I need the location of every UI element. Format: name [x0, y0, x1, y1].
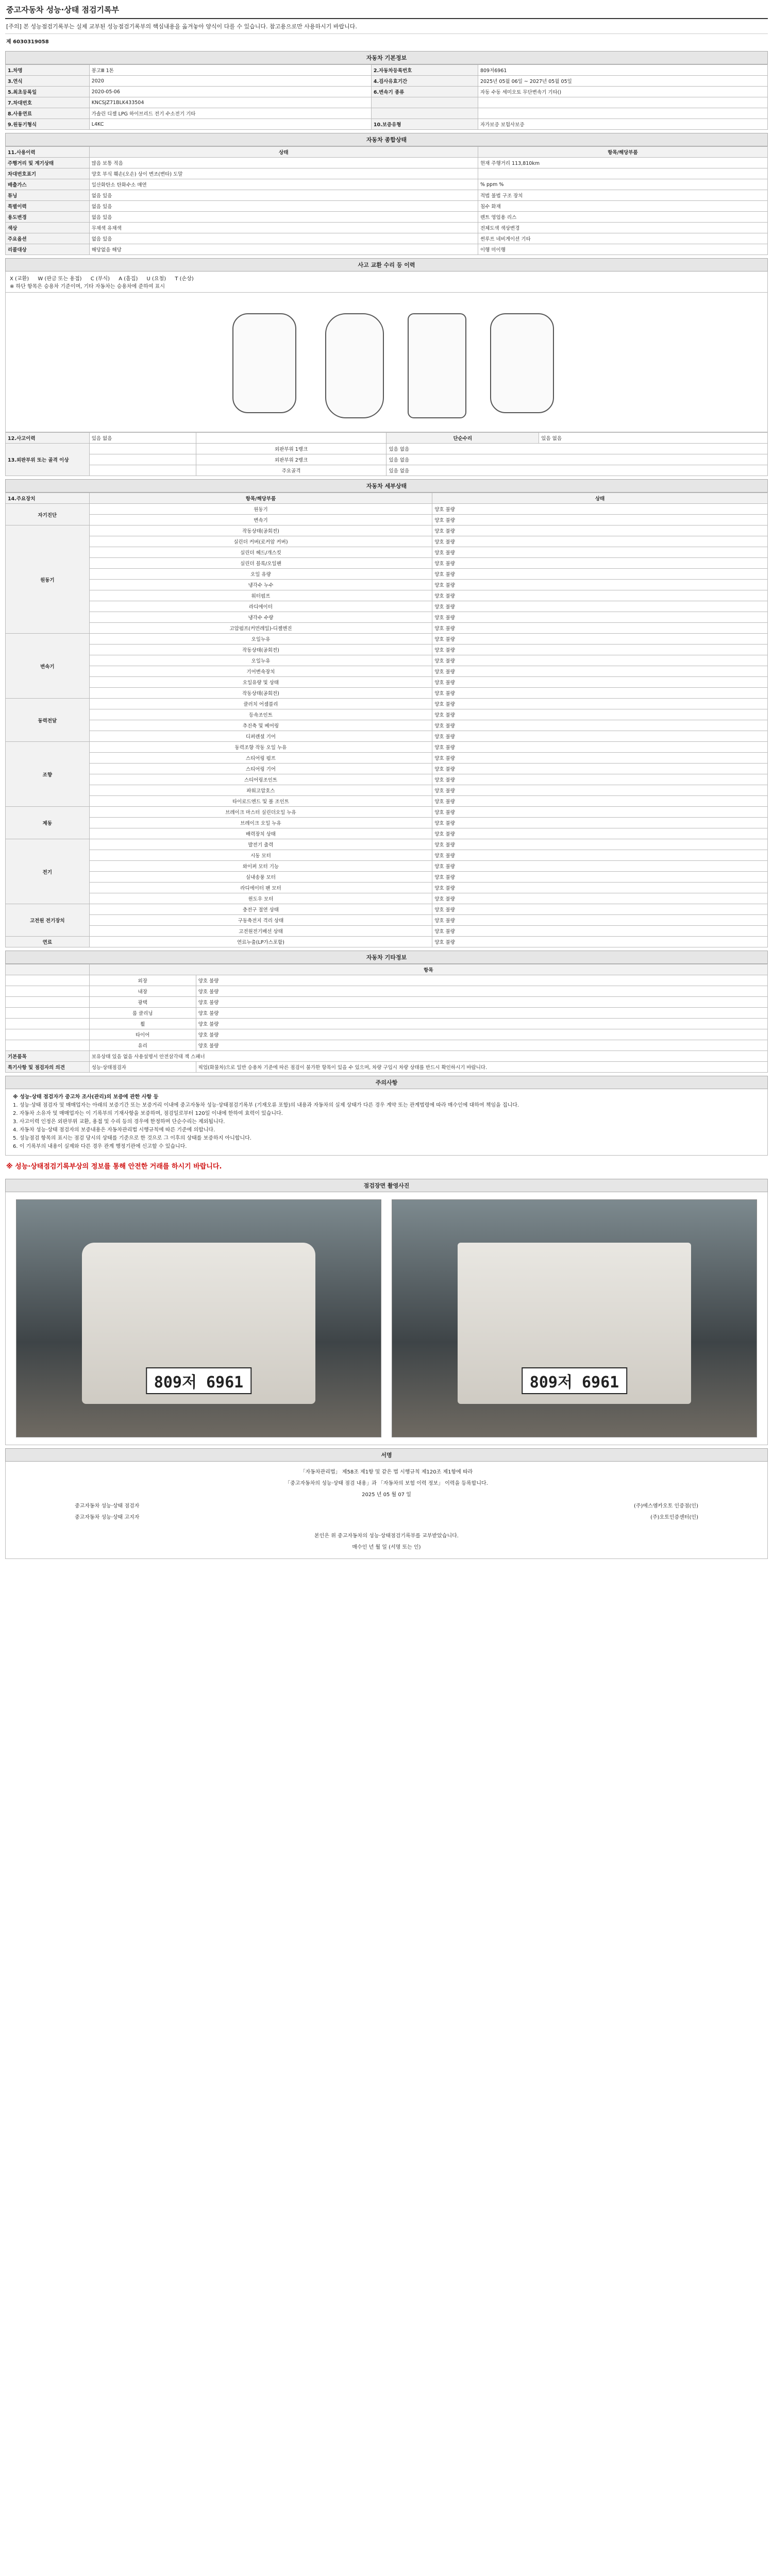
- legend-damage: T (손상): [175, 276, 194, 282]
- detail-row: [6, 590, 768, 601]
- basic-value: 2020-05-06: [89, 87, 371, 97]
- accident-table: [5, 432, 768, 476]
- general-state-table: [5, 146, 768, 255]
- detail-row: [6, 504, 768, 515]
- detail-item: 고전원전기배선 상태: [89, 926, 432, 937]
- basic-label-2: 10.보증유형: [371, 119, 478, 130]
- detail-row: [6, 807, 768, 818]
- detail-state: 양호 불량: [432, 699, 768, 709]
- legend-scratch: A (흠집): [119, 276, 138, 282]
- other-row: [6, 986, 768, 997]
- detail-item: 타이로드엔드 및 볼 조인트: [89, 796, 432, 807]
- detail-state: 양호 불량: [432, 655, 768, 666]
- detail-item: 브레이크 마스터 실린더오일 누유: [89, 807, 432, 818]
- detail-state: 양호 불량: [432, 764, 768, 774]
- section-other-info: 자동차 기타정보: [5, 951, 768, 964]
- legend-dent: U (요철): [146, 276, 166, 282]
- detail-state: 양호 불량: [432, 850, 768, 861]
- detail-item: 윈도우 모터: [89, 893, 432, 904]
- detail-item: 클러치 어셈블리: [89, 699, 432, 709]
- basic-value: KNCSJZ71BLK433504: [89, 97, 371, 108]
- basic-value-2: 자동 수동 세미오토 무단변속기 기타(): [478, 87, 767, 97]
- detail-state: 양호 불량: [432, 861, 768, 872]
- detail-state: 양호 불량: [432, 828, 768, 839]
- general-col-state: 상태: [89, 147, 478, 158]
- general-items: 침수 화재: [478, 201, 767, 212]
- other-row: [6, 1008, 768, 1019]
- rank-row-1-label: 외판부위 1랭크: [196, 444, 386, 454]
- detail-item: 스티어링 기어: [89, 764, 432, 774]
- detail-item: 워터펌프: [89, 590, 432, 601]
- detail-col-device: 14.주요장치: [6, 493, 90, 504]
- detail-item: 스티어링조인트: [89, 774, 432, 785]
- basic-row: [6, 65, 768, 76]
- detail-state: 양호 불량: [432, 634, 768, 645]
- general-state: 일산화탄소 탄화수소 매연: [89, 179, 478, 190]
- detail-group-label: 전기: [6, 839, 90, 904]
- detail-row: [6, 720, 768, 731]
- general-label: 특별이력: [6, 201, 90, 212]
- general-label: 튜닝: [6, 190, 90, 201]
- general-row: [6, 212, 768, 223]
- detail-item: 디퍼렌셜 기어: [89, 731, 432, 742]
- other-item: 유리: [89, 1040, 196, 1051]
- notice-text: [주의] 본 성능점검기록부는 실제 교부된 성능점검기록부의 핵심내용을 옮겨놓아 양식이 다를 수 있습니다. 참고용으로만 사용하시기 바랍니다.: [5, 19, 768, 34]
- simple-repair-value: 있음 없음: [539, 433, 768, 444]
- detail-state: 양호 불량: [432, 558, 768, 569]
- other-state: 양호 불량: [196, 986, 767, 997]
- detail-state: 양호 불량: [432, 937, 768, 947]
- detail-state: 양호 불량: [432, 515, 768, 526]
- opinion-role: 성능·상태점검자: [89, 1062, 196, 1073]
- detail-row: [6, 515, 768, 526]
- rank-row-2-label: 외판부위 2랭크: [196, 454, 386, 465]
- detail-state: 양호 불량: [432, 753, 768, 764]
- front-photo: [16, 1199, 381, 1437]
- rank-row-3-label: 주요골격: [196, 465, 386, 476]
- detail-item: 배력장치 상태: [89, 828, 432, 839]
- general-row: [6, 179, 768, 190]
- detail-row: [6, 612, 768, 623]
- other-row: [6, 975, 768, 986]
- photo-strip: [5, 1192, 768, 1445]
- other-item: 휠: [89, 1019, 196, 1029]
- note-line: 4. 자동차 성능·상태 점검자의 보증내용은 자동차관리법 시행규칙에 따른 기준에 의합니다.: [13, 1127, 215, 1133]
- detail-group-label: 제동: [6, 807, 90, 839]
- detail-item: 오일누유: [89, 655, 432, 666]
- detail-item: 실린더 블록/오일팬: [89, 558, 432, 569]
- other-state: 양호 불량: [196, 997, 767, 1008]
- legend-weld: W (판금 또는 용접): [38, 276, 82, 282]
- section-general-state: 자동차 종합상태: [5, 133, 768, 146]
- detail-row: [6, 796, 768, 807]
- detail-row: [6, 764, 768, 774]
- basic-info-table: [5, 64, 768, 130]
- detail-row: [6, 915, 768, 926]
- note-line: 2. 자동차 소유자 및 매매업자는 이 기록부의 기재사항을 보증하며, 점검일로부터 120일 이내에 한하여 효력이 있습니다.: [13, 1111, 283, 1116]
- basic-value-2: 809저6961: [478, 65, 767, 76]
- notes-list: [13, 1101, 760, 1151]
- other-state: 양호 불량: [196, 1029, 767, 1040]
- other-state: 양호 불량: [196, 975, 767, 986]
- sign-line-1: 「자동차관리법」 제58조 제1항 및 같은 법 시행규칙 제120조 제1항에 따라: [300, 1469, 473, 1475]
- other-state: 양호 불량: [196, 1019, 767, 1029]
- detail-row: [6, 785, 768, 796]
- detail-col-state: 상태: [432, 493, 768, 504]
- section-damage-history: 사고 교환 수리 등 이력: [5, 258, 768, 272]
- detail-state: 양호 불량: [432, 666, 768, 677]
- other-item: 룸 클리닝: [89, 1008, 196, 1019]
- detail-group-label: 동력전달: [6, 699, 90, 742]
- note-line: 3. 사고이력 인정은 외판부위 교환, 용접 및 수리 등의 경우에 한정하며 단순수리는 제외됩니다.: [13, 1119, 225, 1125]
- detail-group-label: 조향: [6, 742, 90, 807]
- detail-row: [6, 818, 768, 828]
- detail-state: 양호 불량: [432, 742, 768, 753]
- detail-item: 발전기 출력: [89, 839, 432, 850]
- general-state: 없음 있음: [89, 212, 478, 223]
- basic-row: [6, 119, 768, 130]
- basic-label: 9.원동기형식: [6, 119, 90, 130]
- detail-state: 양호 불량: [432, 590, 768, 601]
- basic-value-2: [478, 97, 767, 108]
- general-state: 없음 있음: [89, 233, 478, 244]
- detail-item: 오일누유: [89, 634, 432, 645]
- rank-row-1-value: 있음 없음: [386, 444, 768, 454]
- other-item: 타이어: [89, 1029, 196, 1040]
- basic-row: [6, 87, 768, 97]
- sign-date: 2025 년 05 월 07 일: [362, 1492, 411, 1498]
- detail-state: 양호 불량: [432, 893, 768, 904]
- general-col-usage: 11.사용이력: [6, 147, 90, 158]
- seller-name: (주)오토인증센터(인): [650, 1515, 698, 1520]
- section-notes: 주의사항: [5, 1076, 768, 1089]
- detail-state: 양호 불량: [432, 926, 768, 937]
- document-number: 제 6030319058: [6, 39, 49, 45]
- front-plate: 809저 6961: [146, 1367, 251, 1394]
- detail-row: [6, 904, 768, 915]
- detail-row: [6, 601, 768, 612]
- detail-item: 라디에이터 팬 모터: [89, 883, 432, 893]
- basic-label: 5.최초등록일: [6, 87, 90, 97]
- detail-row: [6, 742, 768, 753]
- seller-label: 중고자동차 성능·상태 고지자: [75, 1515, 140, 1520]
- detail-state: 양호 불량: [432, 796, 768, 807]
- general-label: 색상: [6, 223, 90, 233]
- other-row: [6, 1040, 768, 1051]
- general-label: 차대번호표기: [6, 168, 90, 179]
- general-label: 배출가스: [6, 179, 90, 190]
- sign-line-2: 「중고자동차의 성능·상태 점검 내용」과 「자동차의 보험 이력 정보」 이력을 등록합니다.: [285, 1481, 488, 1486]
- detail-row: [6, 883, 768, 893]
- general-state: 무채색 유채색: [89, 223, 478, 233]
- car-top-outline: [325, 313, 384, 418]
- detail-item: 기어변속장치: [89, 666, 432, 677]
- section-basic-info: 자동차 기본정보: [5, 51, 768, 64]
- detail-state: 양호 불량: [432, 709, 768, 720]
- section-signature: 서명: [5, 1448, 768, 1462]
- signature-box: [5, 1462, 768, 1559]
- detail-row: [6, 558, 768, 569]
- general-row: [6, 233, 768, 244]
- basic-label-2: [371, 108, 478, 119]
- detail-state: 양호 불량: [432, 677, 768, 688]
- basic-row: [6, 76, 768, 87]
- detail-item: 변속기: [89, 515, 432, 526]
- detail-item: 냉각수 수량: [89, 612, 432, 623]
- general-row: [6, 201, 768, 212]
- basic-value-2: 자가보증 보험사보증: [478, 119, 767, 130]
- warning-text: ※ 성능·상태점검기록부상의 정보를 통해 안전한 거래를 하시기 바랍니다.: [6, 1163, 222, 1171]
- detail-row: [6, 731, 768, 742]
- detail-row: [6, 839, 768, 850]
- general-state: 해당없음 해당: [89, 244, 478, 255]
- basic-value-2: 2025년 05월 06일 ~ 2027년 05월 05일: [478, 76, 767, 87]
- note-line: 1. 성능·상태 점검자 및 매매업자는 아래의 보증기간 또는 보증거리 이내에 중고자동차 성능·상태점검기록부 (기재오류 포함)의 내용과 자동차의 실제 상태가 다른 경우 계약 또는 관계법령에 따라 매수인에 대하여 책임을 집니다.: [13, 1103, 519, 1108]
- general-row: [6, 244, 768, 255]
- detail-state: 양호 불량: [432, 872, 768, 883]
- detail-item: 스티어링 펌프: [89, 753, 432, 764]
- rank-row-2-value: 있음 없음: [386, 454, 768, 465]
- other-col-item: 항목: [89, 964, 767, 975]
- damage-note: ※ 하단 항목은 승용차 기준이며, 기타 자동차는 승용차에 준하여 표시: [10, 284, 165, 290]
- basic-label: 3.연식: [6, 76, 90, 87]
- accident-value: 있음 없음: [89, 433, 196, 444]
- detail-group-label: 변속기: [6, 634, 90, 699]
- other-row: [6, 997, 768, 1008]
- basic-label-2: 2.자동차등록번호: [371, 65, 478, 76]
- basic-value: 2020: [89, 76, 371, 87]
- detail-state: 양호 불량: [432, 731, 768, 742]
- inspector-label: 중고자동차 성능·상태 점검자: [75, 1503, 140, 1509]
- detail-item: 냉각수 누수: [89, 580, 432, 590]
- section-detail-state: 자동차 세부상태: [5, 479, 768, 493]
- basic-row: [6, 97, 768, 108]
- opinion-text: 픽업(화물차)으로 일반 승용차 기준에 따른 점검이 불가한 항목이 있을 수 있으며, 차량 구입시 차량 상태를 반드시 확인하시기 바랍니다.: [196, 1062, 767, 1073]
- detail-row: [6, 569, 768, 580]
- opinion-label: 특기사항 및 점검자의 의견: [6, 1062, 90, 1073]
- detail-state: 양호 불량: [432, 580, 768, 590]
- section-photos: 점검장면 촬영사진: [5, 1179, 768, 1192]
- detail-state: 양호 불량: [432, 720, 768, 731]
- detail-row: [6, 926, 768, 937]
- detail-group-label: 원동기: [6, 526, 90, 634]
- basic-label-2: [371, 97, 478, 108]
- detail-group-label: 고전원 전기장치: [6, 904, 90, 937]
- receiver-line: 매수인 년 월 일 (서명 또는 인): [352, 1545, 421, 1550]
- basic-row: [6, 108, 768, 119]
- other-extra-value: 보유상태 있음 없음 사용설명서 안전삼각대 잭 스패너: [89, 1051, 767, 1062]
- detail-item: 시동 모터: [89, 850, 432, 861]
- detail-group-label: 연료: [6, 937, 90, 947]
- note-line: 6. 이 기록부의 내용이 실제와 다른 경우 관계 행정기관에 신고할 수 있습니다.: [13, 1144, 187, 1149]
- detail-row: [6, 645, 768, 655]
- detail-state: 양호 불량: [432, 569, 768, 580]
- general-label: 주요옵션: [6, 233, 90, 244]
- detail-row: [6, 872, 768, 883]
- other-extra-label: 기본품목: [6, 1051, 90, 1062]
- detail-state: 양호 불량: [432, 785, 768, 796]
- general-label: 리콜대상: [6, 244, 90, 255]
- vehicle-diagram: [5, 293, 768, 432]
- detail-item: 추진축 및 베어링: [89, 720, 432, 731]
- general-label: 용도변경: [6, 212, 90, 223]
- detail-state: 양호 불량: [432, 612, 768, 623]
- detail-item: 오일유량 및 상태: [89, 677, 432, 688]
- general-items: 이행 미이행: [478, 244, 767, 255]
- detail-state: 양호 불량: [432, 547, 768, 558]
- basic-value-2: [478, 108, 767, 119]
- general-items: % ppm %: [478, 179, 767, 190]
- general-items: [478, 168, 767, 179]
- detail-item: 연료누출(LP가스포함): [89, 937, 432, 947]
- other-state: 양호 불량: [196, 1040, 767, 1051]
- detail-item: 실린더 헤드/개스킷: [89, 547, 432, 558]
- detail-item: 브레이크 오일 누유: [89, 818, 432, 828]
- general-items: 썬루프 네비게이션 기타: [478, 233, 767, 244]
- detail-state: 양호 불량: [432, 807, 768, 818]
- basic-label: 7.차대번호: [6, 97, 90, 108]
- detail-state: 양호 불량: [432, 601, 768, 612]
- general-row: [6, 190, 768, 201]
- rear-photo: [392, 1199, 757, 1437]
- detail-item: 실린더 커버(로커암 커버): [89, 536, 432, 547]
- detail-state: 양호 불량: [432, 774, 768, 785]
- other-item: 내장: [89, 986, 196, 997]
- detail-state: 양호 불량: [432, 623, 768, 634]
- detail-row: [6, 526, 768, 536]
- detail-row: [6, 623, 768, 634]
- rear-plate: 809저 6961: [522, 1367, 627, 1394]
- detail-state: 양호 불량: [432, 504, 768, 515]
- basic-value: L4KC: [89, 119, 371, 130]
- general-row: [6, 158, 768, 168]
- other-row: [6, 1019, 768, 1029]
- detail-state: 양호 불량: [432, 536, 768, 547]
- legend-exchange: X (교환): [10, 276, 29, 282]
- detail-item: 라디에이터: [89, 601, 432, 612]
- detail-row: [6, 709, 768, 720]
- general-items: 적법 불법 구조 장치: [478, 190, 767, 201]
- basic-label: 8.사용연료: [6, 108, 90, 119]
- detail-state: 양호 불량: [432, 526, 768, 536]
- detail-state-table: [5, 493, 768, 947]
- other-info-table: [5, 964, 768, 1073]
- detail-row: [6, 699, 768, 709]
- general-row: [6, 223, 768, 233]
- basic-value: 봉고Ⅲ 1톤: [89, 65, 371, 76]
- accident-label: 12.사고이력: [6, 433, 90, 444]
- other-row: [6, 1029, 768, 1040]
- detail-row: [6, 774, 768, 785]
- detail-item: 작동상태(공회전): [89, 688, 432, 699]
- detail-state: 양호 불량: [432, 883, 768, 893]
- general-state: 양호 부식 훼손(오손) 상이 변조(변타) 도말: [89, 168, 478, 179]
- detail-item: 파워고압호스: [89, 785, 432, 796]
- damage-legend: [5, 272, 768, 293]
- detail-state: 양호 불량: [432, 915, 768, 926]
- detail-state: 양호 불량: [432, 818, 768, 828]
- detail-row: [6, 688, 768, 699]
- detail-state: 양호 불량: [432, 904, 768, 915]
- general-state: 없음 있음: [89, 190, 478, 201]
- detail-row: [6, 580, 768, 590]
- other-item: 광택: [89, 997, 196, 1008]
- detail-item: 실내송풍 모터: [89, 872, 432, 883]
- car-frame-outline: [408, 313, 466, 418]
- basic-label: 1.차명: [6, 65, 90, 76]
- notes-heading: ※ 성능·상태 점검자가 중고차 조사(관리)의 보증에 관한 사항 등: [13, 1094, 159, 1100]
- detail-row: [6, 547, 768, 558]
- basic-label-2: 4.검사유효기간: [371, 76, 478, 87]
- detail-item: 고압펌프(커먼레일)-디젤엔진: [89, 623, 432, 634]
- general-state: 많음 보통 적음: [89, 158, 478, 168]
- detail-row: [6, 677, 768, 688]
- detail-state: 양호 불량: [432, 839, 768, 850]
- detail-state: 양호 불량: [432, 688, 768, 699]
- detail-row: [6, 893, 768, 904]
- note-line: 5. 성능점검 항목의 표시는 점검 당시의 상태를 기준으로 한 것으로 그 이후의 상태를 보증하지 아니합니다.: [13, 1136, 251, 1141]
- detail-item: 와이퍼 모터 기능: [89, 861, 432, 872]
- simple-repair-label: 단순수리: [386, 433, 539, 444]
- other-item: 외장: [89, 975, 196, 986]
- rank-label: 13.외판부위 또는 골격 이상: [6, 444, 90, 476]
- rank-row-3-value: 있음 없음: [386, 465, 768, 476]
- detail-item: 충전구 절연 상태: [89, 904, 432, 915]
- detail-row: [6, 861, 768, 872]
- detail-row: [6, 655, 768, 666]
- detail-group-label: 자기진단: [6, 504, 90, 526]
- detail-row: [6, 828, 768, 839]
- detail-item: 작동상태(공회전): [89, 645, 432, 655]
- general-items: 현재 주행거리 113,810km: [478, 158, 767, 168]
- general-state: 없음 있음: [89, 201, 478, 212]
- legend-corrosion: C (부식): [90, 276, 110, 282]
- inspector-name: (주)에스엠카오토 인증점(인): [633, 1503, 698, 1509]
- detail-item: 등속조인트: [89, 709, 432, 720]
- detail-state: 양호 불량: [432, 645, 768, 655]
- car-side-left-outline: [232, 313, 296, 413]
- detail-row: [6, 634, 768, 645]
- general-label: 주행거리 및 계기상태: [6, 158, 90, 168]
- general-col-items: 항목/해당부품: [478, 147, 767, 158]
- report-page: [5, 0, 768, 1559]
- detail-item: 오일 유량: [89, 569, 432, 580]
- notes-box: [5, 1089, 768, 1156]
- detail-row: [6, 850, 768, 861]
- basic-label-2: 6.변속기 종류: [371, 87, 478, 97]
- general-items: 렌트 영업용 리스: [478, 212, 767, 223]
- detail-item: 작동상태(공회전): [89, 526, 432, 536]
- detail-row: [6, 937, 768, 947]
- basic-value: 가솔린 디젤 LPG 하이브리드 전기 수소전기 기타: [89, 108, 371, 119]
- detail-row: [6, 666, 768, 677]
- other-state: 양호 불량: [196, 1008, 767, 1019]
- general-items: 전체도색 색상변경: [478, 223, 767, 233]
- detail-row: [6, 536, 768, 547]
- car-side-right-outline: [490, 313, 554, 413]
- general-row: [6, 168, 768, 179]
- detail-item: 구동축전지 격리 상태: [89, 915, 432, 926]
- detail-item: 원동기: [89, 504, 432, 515]
- detail-col-item: 항목/해당부품: [89, 493, 432, 504]
- report-title: 중고자동차 성능·상태 점검기록부: [5, 0, 768, 19]
- detail-row: [6, 753, 768, 764]
- receipt-text: 본인은 위 중고자동차의 성능·상태점검기록부를 교부받았습니다.: [314, 1533, 459, 1539]
- detail-item: 동력조향 작동 오일 누유: [89, 742, 432, 753]
